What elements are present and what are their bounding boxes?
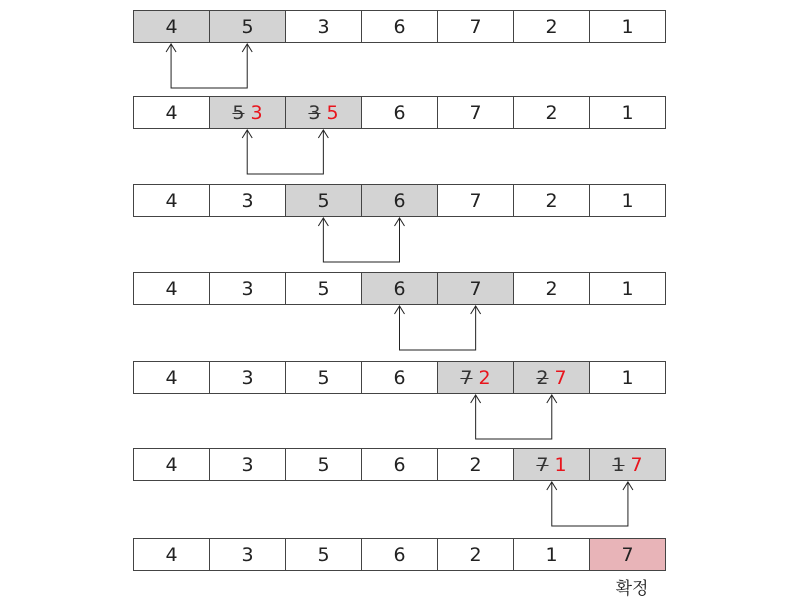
swap-arrow	[395, 306, 481, 350]
new-value: 3	[250, 101, 263, 124]
cell-value: 2	[469, 543, 482, 566]
cell-value: 3	[241, 366, 254, 389]
cell-value: 3	[241, 277, 254, 300]
old-value: 3	[308, 101, 321, 124]
cell-value: 1	[545, 543, 558, 566]
cell-value: 4	[165, 189, 178, 212]
cell-value: 1	[621, 101, 634, 124]
cell-value: 5	[317, 453, 330, 476]
fixed-caption: 확정	[615, 579, 649, 599]
new-value: 2	[478, 366, 491, 389]
new-value: 7	[554, 366, 567, 389]
cell-value: 3	[241, 543, 254, 566]
cell-value: 1	[621, 189, 634, 212]
cell-value: 7	[469, 15, 482, 38]
cell-value: 1	[621, 15, 634, 38]
new-value: 5	[326, 101, 339, 124]
cell-value: 1	[621, 277, 634, 300]
cell-value: 4	[165, 543, 178, 566]
cell-value: 4	[165, 366, 178, 389]
cell-value: 2	[545, 101, 558, 124]
cell-value: 7	[469, 189, 482, 212]
new-value: 7	[630, 453, 643, 476]
cell-value: 6	[393, 15, 406, 38]
cell-value: 4	[165, 101, 178, 124]
cell-value: 6	[393, 453, 406, 476]
cell-value: 2	[469, 453, 482, 476]
cell-value: 5	[241, 15, 254, 38]
cell-value: 4	[165, 277, 178, 300]
cell-value: 6	[393, 366, 406, 389]
cell-value: 6	[393, 189, 406, 212]
cell-value: 7	[621, 543, 634, 566]
swap-arrow	[318, 218, 404, 262]
swap-arrow	[242, 130, 328, 174]
old-value: 7	[536, 453, 549, 476]
cell-value: 7	[469, 277, 482, 300]
cell-value: 5	[317, 543, 330, 566]
swap-arrow	[471, 395, 557, 439]
old-value: 1	[612, 453, 625, 476]
cell-value: 6	[393, 543, 406, 566]
old-value: 7	[460, 366, 473, 389]
cell-value: 2	[545, 277, 558, 300]
cell-value: 2	[545, 15, 558, 38]
cell-value: 3	[241, 453, 254, 476]
cell-value: 4	[165, 453, 178, 476]
cell-value: 3	[241, 189, 254, 212]
swap-arrow	[166, 44, 252, 88]
cell-value: 5	[317, 277, 330, 300]
old-value: 2	[536, 366, 549, 389]
cell-value: 6	[393, 277, 406, 300]
cell-value: 4	[165, 15, 178, 38]
new-value: 1	[554, 453, 567, 476]
swap-arrow	[547, 482, 633, 526]
cell-value: 5	[317, 366, 330, 389]
cell-value: 2	[545, 189, 558, 212]
cell-value: 7	[469, 101, 482, 124]
cell-value: 3	[317, 15, 330, 38]
cell-value: 5	[317, 189, 330, 212]
cell-value: 1	[621, 366, 634, 389]
old-value: 5	[232, 101, 245, 124]
cell-value: 6	[393, 101, 406, 124]
